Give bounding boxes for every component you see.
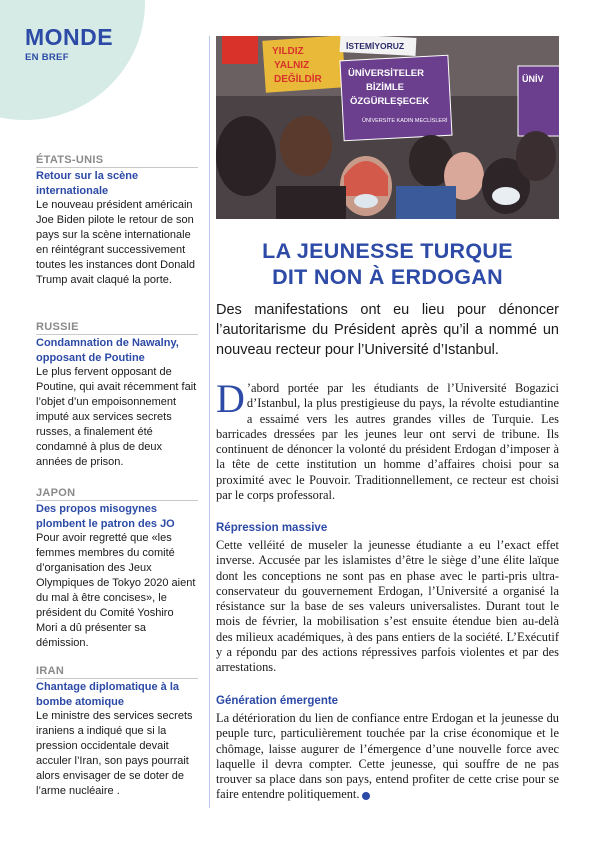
headline-line-1: LA JEUNESSE TURQUE [262,239,513,263]
article-paragraph-1: Cette velléité de museler la jeunesse étudiante a eu l’exact effet inverse. Accusée par les islamistes d’être le siège d’une élite laïque dont les conceptions ne sont pas en phase avec le parti-pris ultra-conservateur du gouvernement Erdogan, l’Université a organisé la résistance sur la base de ses valeurs universalistes. Durant tout le mois de février, la mobilisation s’est ensuite étendue bien au-delà des milieux académiques, à des pans entiers de la société. L’Exécutif y a répondu par des actions répressives parfois violentes et par des arrestations. [216,538,559,675]
subhead-repression: Répression massive [216,522,328,534]
sign-text: YILDIZ [272,46,304,57]
brief-title: Chantage diplomatique à la bombe atomique [36,681,180,708]
brief-country: IRAN [36,665,198,679]
sign-text: ÜNİV [522,74,544,84]
headline-line-2: DIT NON À ERDOGAN [272,265,503,289]
sign-text: BİZİMLE [366,82,404,93]
article-headline [216,238,559,290]
brief-text: Le plus fervent opposant de Poutine, qui avait récemment fait l’objet d’un empoisonnement imputé aux services secrets russes, a finalement été condamné à plus de deux années de prison. [36,366,197,468]
brief-title: Condamnation de Nawalny, opposant de Poutine [36,337,179,364]
column-divider [209,36,210,808]
sign-text: İSTEMİYORUZ [346,41,405,51]
brief-russie [36,321,198,470]
brief-iran [36,665,198,799]
brief-country: JAPON [36,487,198,501]
brief-text: Le nouveau président américain Joe Biden pilote le retour de son pays sur la scène internationale en réintégrant successivement toutes les instances dont Donald Trump avait claqué la porte. [36,199,195,286]
brief-title: Des propos misogynes plombent le patron des JO [36,503,175,530]
section-title: MONDE [25,24,114,50]
purple-sign-right [518,66,559,136]
intro-text: ’abord portée par les étudiants de l’Université Bogazici d’Istanbul, la plus prestigieuse du pays, la révolte estudiantine a essaimé vers les autres grandes villes de Turquie. Les barricades dressées par les jeunes leur ont servi de tribune. Ils continuent de dénoncer la volonté du président Erdogan d’imposer à la tête de cette institution un homme d’affaires choisi pour sa proximité avec le Pouvoir. Traditionnellement, ce recteur est choisi par le corps professoral. [216,381,559,503]
sign-text: ÜNİVERSİTE KADIN MECLİSLERİ [362,118,448,124]
paragraph-2-text: La détérioration du lien de confiance entre Erdogan et la jeunesse du peuple turc, particulièrement touchée par la crise économique et le chômage, laisse augurer de l’émergence d’une nouvelle force avec laquelle il devra compter. Cette jeunesse, qui souffre de ne pas trouver sa place dans son pays, entend profiter de cette crise pour se faire entendre politiquement. [216,711,559,802]
sign-text: ÜNİVERSİTELER [348,68,425,79]
brief-country: RUSSIE [36,321,198,335]
yellow-sign [262,36,345,93]
article-intro [216,376,559,503]
section-subtitle: EN BREF [25,52,69,63]
purple-sign [340,55,452,141]
dropcap: D [216,376,245,421]
protest-photo [216,36,559,219]
brief-text: Pour avoir regretté que «les femmes membres du comité d’organisation des Jeux Olympiques de Tokyo 2020 aient du mal à être concises», le président du Comité Yoshiro Mori a dû présenter sa démission. [36,532,196,649]
end-dot-icon [362,792,370,800]
article-lede: Des manifestations ont eu lieu pour dénoncer l’autoritarisme du Président après qu’il a nommé un nouveau recteur pour l’Université d’Istanbul. [216,302,559,358]
subhead-generation: Génération émergente [216,695,339,707]
brief-text: Le ministre des services secrets iraniens a indiqué que si la pression occidentale devait acculer l’Iran, son pays pourrait alors envisager de se doter de l’arme nucléaire . [36,710,193,797]
sign-text: DEĞİLDİR [274,74,322,85]
sign-text: YALNIZ [274,60,310,71]
brief-japon [36,487,198,651]
section-bubble [0,0,145,120]
brief-country: ÉTATS-UNIS [36,154,198,168]
brief-title: Retour sur la scène internationale [36,170,139,197]
sign-text: ÖZGÜRLEŞECEK [350,96,430,107]
article-paragraph-2 [216,711,559,803]
brief-etats-unis [36,154,198,288]
